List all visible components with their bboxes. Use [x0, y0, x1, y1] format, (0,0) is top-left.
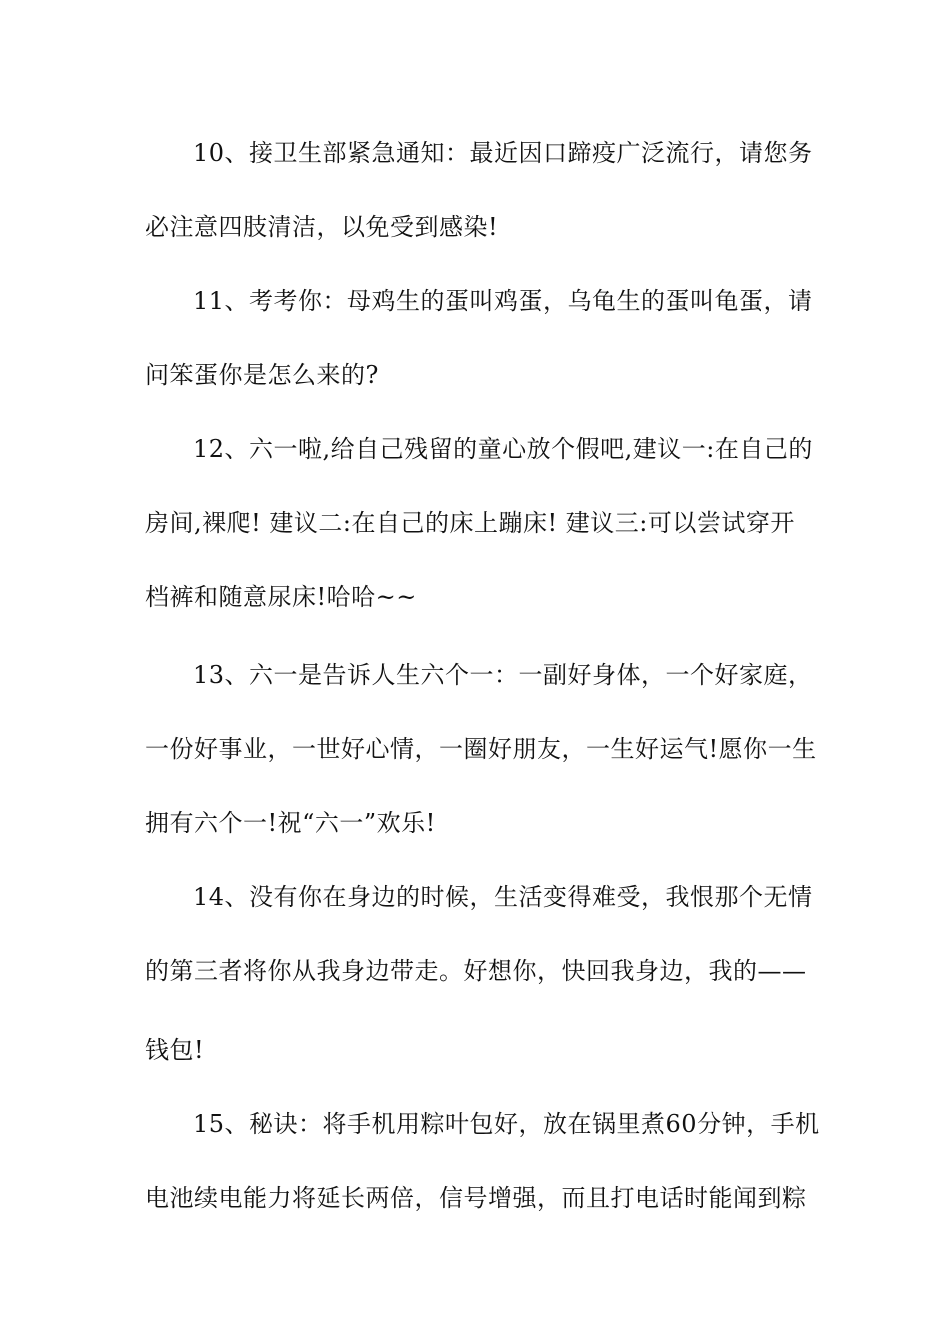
paragraph-14-line-2: 的第三者将你从我身边带走。好想你，快回我身边，我的——	[145, 957, 807, 985]
paragraph-13-line-1: 13、六一是告诉人生六个一：一副好身体，一个好家庭，	[193, 661, 813, 689]
paragraph-14-line-1: 14、没有你在身边的时候，生活变得难受，我恨那个无情	[193, 883, 813, 911]
paragraph-15-line-1: 15、秘诀：将手机用粽叶包好，放在锅里煮60分钟，手机	[193, 1110, 820, 1138]
paragraph-11-line-2: 问笨蛋你是怎么来的?	[145, 361, 379, 389]
paragraph-14-line-3: 钱包!	[145, 1036, 205, 1064]
paragraph-12-line-3: 档裤和随意尿床!哈哈~~	[145, 583, 417, 611]
paragraph-15-line-2: 电池续电能力将延长两倍，信号增强，而且打电话时能闻到粽	[145, 1184, 807, 1212]
paragraph-12-line-1: 12、六一啦,给自己残留的童心放个假吧,建议一:在自己的	[193, 435, 813, 463]
paragraph-10-line-1: 10、接卫生部紧急通知：最近因口蹄疫广泛流行，请您务	[193, 139, 813, 167]
paragraph-13-line-3: 拥有六个一!祝“六一”欢乐!	[145, 809, 436, 837]
paragraph-10-line-2: 必注意四肢清洁，以免受到感染!	[145, 213, 499, 241]
paragraph-11-line-1: 11、考考你：母鸡生的蛋叫鸡蛋，乌龟生的蛋叫龟蛋，请	[193, 287, 813, 315]
paragraph-12-line-2: 房间,裸爬! 建议二:在自己的床上蹦床! 建议三:可以尝试穿开	[145, 509, 795, 537]
paragraph-13-line-2: 一份好事业，一世好心情，一圈好朋友，一生好运气!愿你一生	[145, 735, 817, 763]
